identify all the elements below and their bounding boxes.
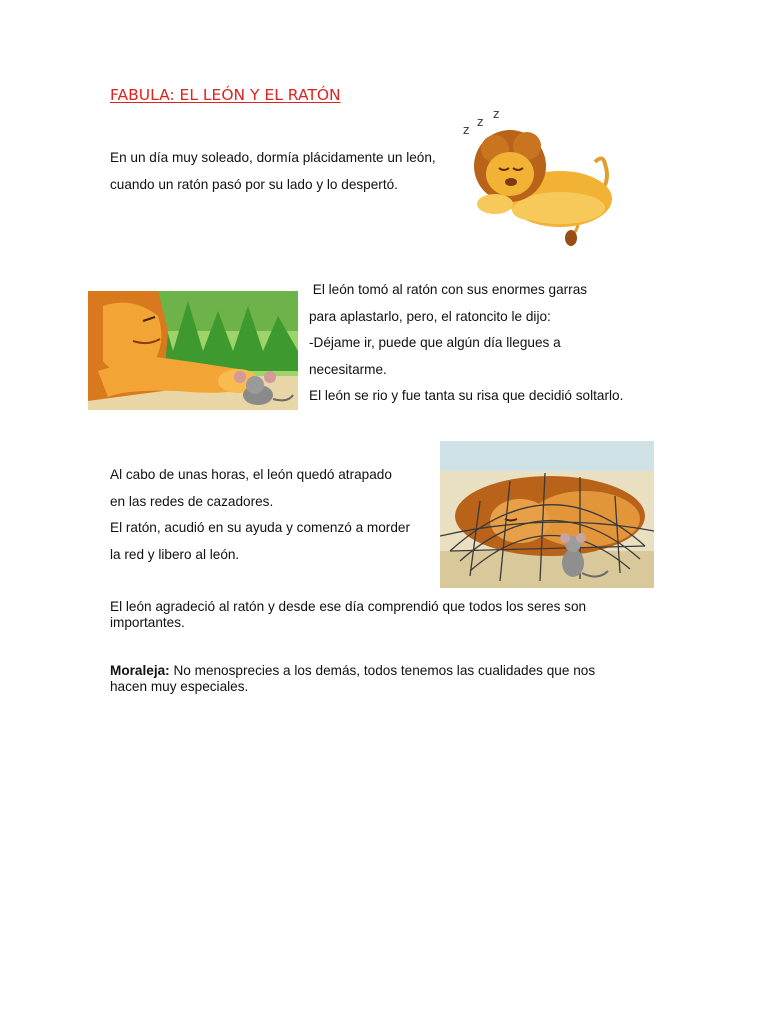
text-line: -Déjame ir, puede que algún día llegues a bbox=[309, 335, 561, 350]
text-line: la red y libero al león. bbox=[110, 546, 240, 562]
paragraph-lion-catches-mouse bbox=[309, 277, 623, 410]
paragraph-lion-trapped bbox=[110, 462, 410, 568]
lion-catches-mouse-image bbox=[88, 291, 298, 410]
text-line: necesitarme. bbox=[309, 361, 387, 377]
text-line: en las redes de cazadores. bbox=[110, 493, 274, 509]
page-title: FABULA: EL LEÓN Y EL RATÓN bbox=[110, 86, 341, 104]
text-line: importantes. bbox=[110, 614, 185, 630]
text-line: El león se rio y fue tanta su risa que decidió soltarlo. bbox=[309, 388, 624, 403]
text-line: En un día muy soleado, dormía plácidamente un león, bbox=[110, 150, 436, 165]
text-line: Al cabo de unas horas, el león quedó atrapado bbox=[110, 467, 392, 482]
zzz-text: zzz bbox=[463, 107, 500, 137]
text-line: para aplastarlo, pero, el ratoncito le dijo: bbox=[309, 308, 551, 324]
text-line: El león tomó al ratón con sus enormes garras bbox=[309, 282, 588, 297]
sleeping-lion-image bbox=[455, 104, 620, 248]
text-line: cuando un ratón pasó por su lado y lo despertó. bbox=[110, 176, 398, 192]
lion-in-net-image bbox=[440, 441, 654, 588]
moral-label: Moraleja: bbox=[110, 663, 170, 678]
paragraph-lesson-learned bbox=[110, 599, 586, 630]
moral-text: No menosprecies a los demás, todos tenemos las cualidades que nos bbox=[169, 663, 596, 678]
text-line: El ratón, acudió en su ayuda y comenzó a morder bbox=[110, 520, 410, 535]
moral-section bbox=[110, 663, 595, 694]
paragraph-sleeping-lion bbox=[110, 145, 436, 198]
moral-text: hacen muy especiales. bbox=[110, 678, 249, 694]
text-line: El león agradeció al ratón y desde ese día comprendió que todos los seres son bbox=[110, 599, 587, 614]
